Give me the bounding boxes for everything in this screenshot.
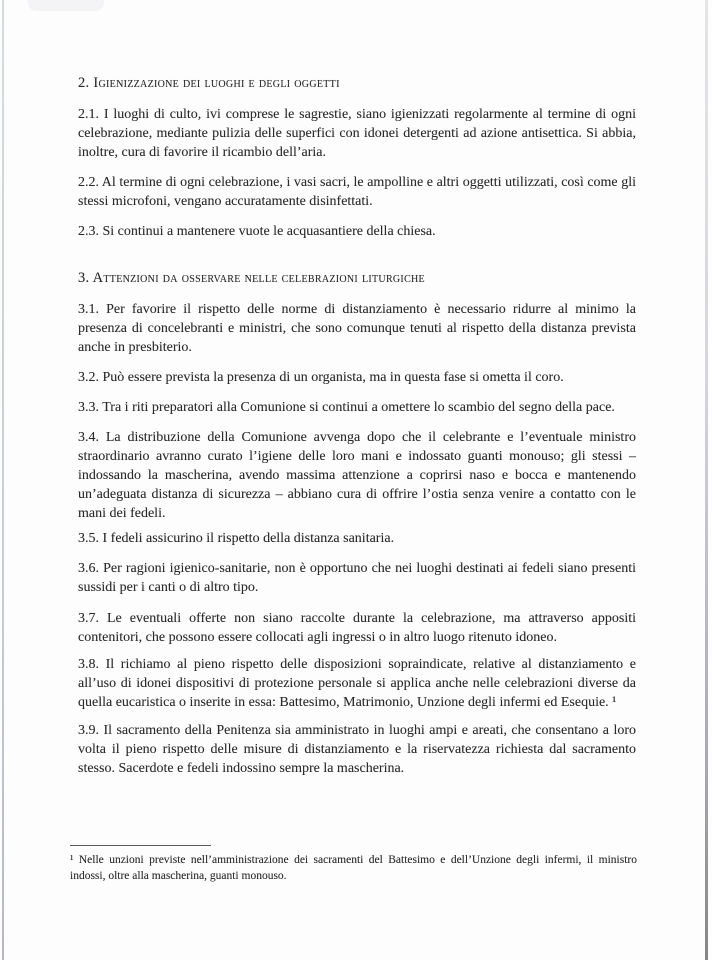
paragraph-3-8: 3.8. Il richiamo al pieno rispetto delle disposizioni sopraindicate, relative al distanziamento e all’uso di idonei dispositivi di protezione personale si applica anche nelle celebrazioni diverse da quella eucaristica o inserite in essa: Battesimo, Matrimonio, Unzione degli infermi ed Esequie. ¹: [78, 657, 636, 710]
paragraph-2-3: 2.3. Si continui a mantenere vuote le acquasantiere della chiesa.: [78, 224, 436, 239]
paragraph-3-1: 3.1. Per favorire il rispetto delle norme di distanziamento è necessario ridurre al minimo la presenza di concelebranti e ministri, che sono comunque tenuti al rispetto della distanza prevista anche in presbiterio.: [78, 302, 636, 355]
section-3-heading: 3. Attenzioni da osservare nelle celebrazioni liturgiche: [78, 270, 425, 286]
paragraph-3-3: 3.3. Tra i riti preparatori alla Comunione si continui a omettere lo scambio del segno della pace.: [78, 400, 615, 415]
document-content: [78, 74, 636, 789]
page-right-edge: [705, 0, 708, 960]
paragraph-3-2: 3.2. Può essere prevista la presenza di un organista, ma in questa fase si ometta il coro.: [78, 370, 564, 385]
footnote-text: ¹ Nelle unzioni previste nell’amministrazione dei sacramenti del Battesimo e dell’Unzione degli infermi, il ministro indossi, oltre alla mascherina, guanti monouso.: [70, 854, 637, 882]
paragraph-3-7: 3.7. Le eventuali offerte non siano raccolte durante la celebrazione, ma attraverso appositi contenitori, che possono essere collocati agli ingressi o in altro luogo ritenuto idoneo.: [78, 611, 636, 645]
paragraph-3-4: 3.4. La distribuzione della Comunione avvenga dopo che il celebrante e l’eventuale ministro straordinario avranno curato l’igiene delle loro mani e indossato guanti monouso; gli stessi – indossando la mascherina, avendo massima attenzione a coprirsi naso e bocca e mantenendo un’adeguata distanza di sicurezza – abbiano cura di offrire l’ostia senza venire a contatto con le mani dei fedeli.: [78, 430, 636, 521]
paragraph-3-9: 3.9. Il sacramento della Penitenza sia amministrato in luoghi ampi e areati, che consentano a loro volta il pieno rispetto delle misure di distanziamento e la riservatezza richiesta dal sacramento stesso. Sacerdote e fedeli indossino sempre la mascherina.: [78, 723, 636, 776]
page-left-edge: [2, 0, 4, 960]
paragraph-3-5: 3.5. I fedeli assicurino il rispetto della distanza sanitaria.: [78, 531, 395, 546]
section-2-heading: 2. Igienizzazione dei luoghi e degli oggetti: [78, 75, 340, 91]
footnote: [70, 845, 637, 884]
footnote-divider: [70, 845, 211, 846]
paragraph-2-2: 2.2. Al termine di ogni celebrazione, i vasi sacri, le ampolline e altri oggetti utilizzati, così come gli stessi microfoni, vengano accuratamente disinfettati.: [78, 175, 636, 209]
scan-artifact: [28, 0, 104, 11]
paragraph-3-6: 3.6. Per ragioni igienico-sanitarie, non è opportuno che nei luoghi destinati ai fedeli siano presenti sussidi per i canti o di altro tipo.: [78, 561, 636, 595]
paragraph-2-1: 2.1. I luoghi di culto, ivi comprese le sagrestie, siano igienizzati regolarmente al termine di ogni celebrazione, mediante pulizia delle superfici con idonei detergenti ad azione antisettica. Si abbia, inoltre, cura di favorire il ricambio dell’aria.: [78, 107, 636, 160]
